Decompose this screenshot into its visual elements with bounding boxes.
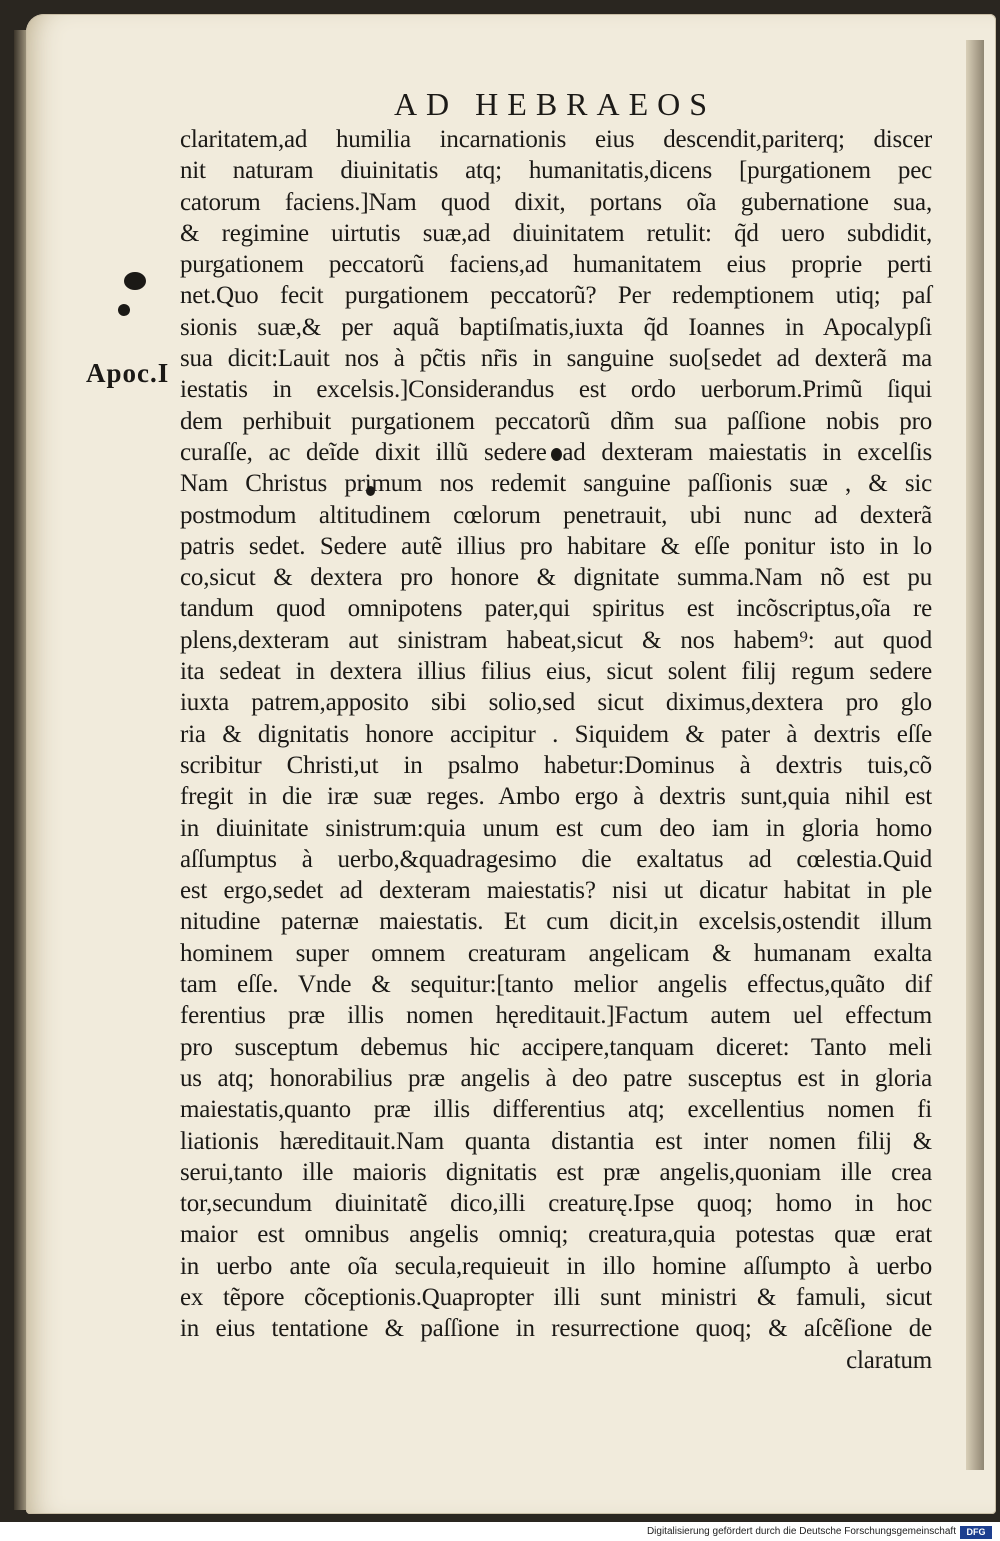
ink-blot	[118, 304, 130, 316]
text-line: claratum	[846, 1346, 932, 1374]
text-line: tam eſſe. Vnde & sequitur:[tanto melior angelis effectus,quãto dif	[180, 971, 932, 999]
text-line: net.Quo fecit purgationem peccatorũ? Per redemptionem utiq; paſ	[180, 282, 932, 310]
text-line: purgationem peccatorũ faciens,ad humanitatem eius proprie perti	[180, 251, 932, 279]
text-line: catorum faciens.]Nam quod dixit, portans oĩa gubernatione sua,	[180, 188, 932, 216]
dfg-logo: DFG	[960, 1526, 992, 1539]
text-line: tor,secundum diuinitatẽ dico,illi creaturę.Ipse quoq; homo in hoc	[180, 1190, 932, 1218]
text-line: patris sedet. Sedere autẽ illius pro habitare & eſſe ponitur isto in lo	[180, 532, 932, 560]
text-line: Nam Christus primum nos redemit sanguine paſſionis suæ , & sic	[180, 470, 932, 498]
text-line: iuxta patrem,apposito sibi solio,sed sicut diximus,dextera pro glo	[180, 689, 932, 717]
text-line: nitudine paternæ maiestatis. Et cum dicit,in excelsis,ostendit illum	[180, 908, 932, 936]
text-line: pro susceptum debemus hic accipere,tanquam diceret: Tanto meli	[180, 1033, 932, 1061]
text-line: curaſſe, ac deĩde dixit illũ sedere ad dexteram maiestatis in excelſis	[180, 438, 932, 466]
ink-blot	[124, 272, 146, 290]
text-line: iestatis in excelsis.]Considerandus est ordo uerborum.Primũ ſiqui	[180, 376, 932, 404]
page-edge	[966, 40, 984, 1470]
text-line: postmodum altitudinem cœlorum penetrauit, ubi nunc ad dexterã	[180, 501, 932, 529]
text-line: maior est omnibus angelis omniq; creatura,quia potestas quæ erat	[180, 1221, 932, 1249]
text-line: ria & dignitatis honore accipitur . Siquidem & pater à dextris eſſe	[180, 720, 932, 748]
text-line: est ergo,sedet ad dexteram maiestatis? nisi ut dicatur habitat in ple	[180, 877, 932, 905]
text-line: co,sicut & dextera pro honore & dignitate summa.Nam nõ est pu	[180, 564, 932, 592]
text-line: in eius tentatione & paſſione in resurrectione quoq; & aſcẽſione de	[180, 1315, 932, 1343]
text-line: us atq; honorabilius præ angelis à deo patre susceptus est in gloria	[180, 1064, 932, 1092]
footer-credit: Digitalisierung gefördert durch die Deutsche Forschungsgemeinschaft	[646, 1526, 956, 1537]
text-line: ex tẽpore cõceptionis.Quapropter illi sunt ministri & famuli, sicut	[180, 1283, 932, 1311]
text-line: nit naturam diuinitatis atq; humanitatis,dicens [purgationem pec	[180, 157, 932, 185]
text-line: aſſumptus à uerbo,&quadragesimo die exaltatus ad cœlestia.Quid	[180, 845, 932, 873]
text-line: plens,dexteram aut sinistram habeat,sicut & nos habem⁹: aut quod	[180, 626, 932, 654]
text-line: & regimine uirtutis suæ,ad diuinitatem retulit: q̃d uero subdidit,	[180, 219, 932, 247]
text-line: serui,tanto ille maioris dignitatis est præ angelis,quoniam ille crea	[180, 1158, 932, 1186]
text-line: claritatem,ad humilia incarnationis eius descendit,pariterq; discer	[180, 126, 932, 153]
text-line: hominem super omnem creaturam angelicam & humanam exalta	[180, 939, 932, 967]
text-line: scribitur Christi,ut in psalmo habetur:Dominus à dextris tuis,cõ	[180, 751, 932, 779]
text-line: in diuinitate sinistrum:quia unum est cum deo iam in gloria homo	[180, 814, 932, 842]
digitization-footer	[0, 1524, 1000, 1541]
text-line: ita sedeat in dextera illius filius eius, sicut solent filij regum sedere	[180, 658, 932, 686]
text-line: fregit in die iræ suæ reges. Ambo ergo à dextris sunt,quia nihil est	[180, 783, 932, 811]
text-line: sionis suæ,& per aquã baptiſmatis,iuxta q̃d Ioannes in Apocalypſi	[180, 313, 932, 341]
text-line: in uerbo ante oĩa secula,requieuit in illo homine aſſumpto à uerbo	[180, 1252, 932, 1280]
text-line: dem perhibuit purgationem peccatorũ dñm sua paſſione nobis pro	[180, 407, 932, 435]
marginal-note: Apoc.I	[86, 358, 170, 388]
text-line: maiestatis,quanto præ illis differentius atq; excellentius nomen fi	[180, 1096, 932, 1124]
text-line: liationis hæreditauit.Nam quanta distantia est inter nomen filij &	[180, 1127, 932, 1155]
text-line: sua dicit:Lauit nos à pc̃tis nr̃is in sanguine suo[sedet ad dexterã ma	[180, 345, 932, 373]
text-line: tandum quod omnipotens pater,qui spiritus est incõscriptus,oĩa re	[180, 595, 932, 623]
text-line: ferentius præ illis nomen hęreditauit.]Factum autem uel effectum	[180, 1002, 932, 1030]
body-text	[180, 124, 932, 1376]
running-head: AD HEBRAEOS	[393, 86, 717, 122]
